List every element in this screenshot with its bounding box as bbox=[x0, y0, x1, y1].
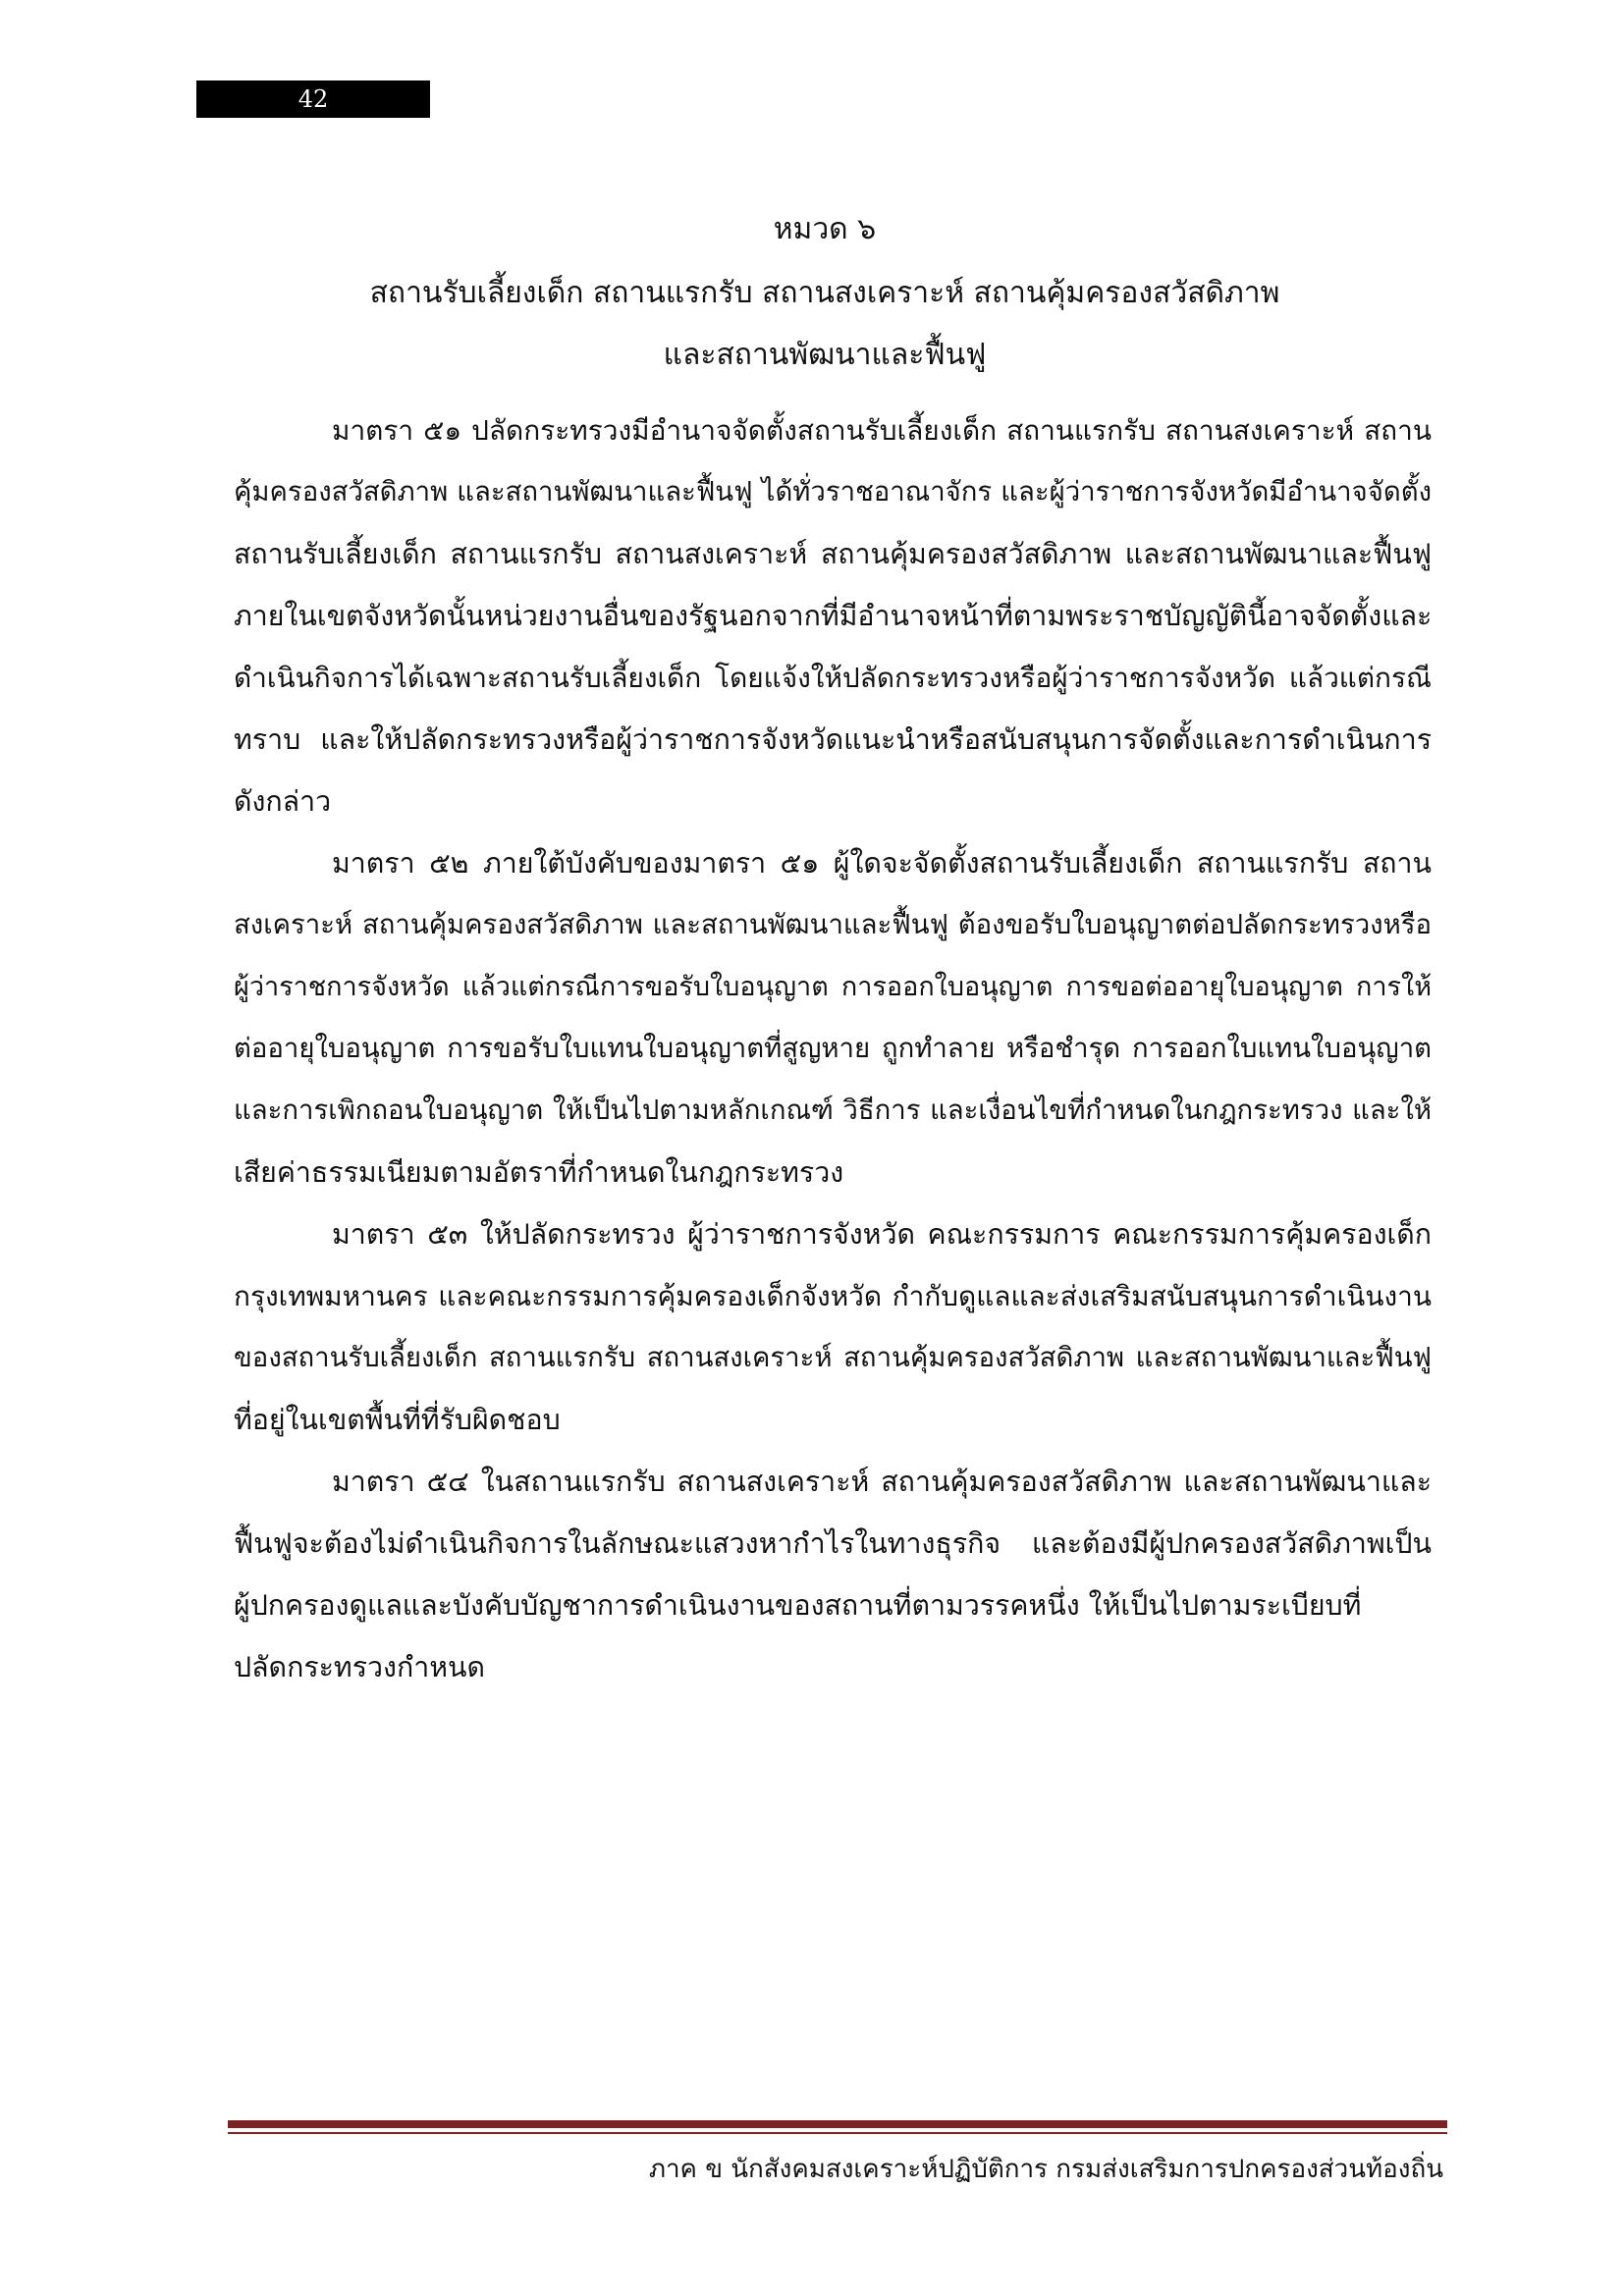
section-line: ผู้ปกครองดูแลและบังคับบัญชาการดำเนินงานของสถานที่ตามวรรคหนึ่ง ให้เป็นไปตามระเบียบที่ bbox=[234, 1589, 1362, 1622]
section-line: ต่ออายุใบอนุญาต การขอรับใบแทนใบอนุญาตที่สูญหาย ถูกทำลาย หรือชำรุด การออกใบแทนใบอนุญาต bbox=[234, 1033, 1432, 1064]
document-body bbox=[234, 400, 1432, 1698]
section-line: สถานรับเลี้ยงเด็ก สถานแรกรับ สถานสงเคราะห์ สถานคุ้มครองสวัสดิภาพ และสถานพัฒนาและฟื้นฟู bbox=[234, 538, 1432, 570]
section-line: มาตรา ๕๓ ให้ปลัดกระทรวง ผู้ว่าราชการจังหวัด คณะกรรมการ คณะกรรมการคุ้มครองเด็ก bbox=[332, 1218, 1432, 1251]
footer-text: ภาค ข นักสังคมสงเคราะห์ปฏิบัติการ กรมส่งเสริมการปกครองส่วนท้องถิ่น bbox=[648, 2155, 1443, 2184]
section-line: กรุงเทพมหานคร และคณะกรรมการคุ้มครองเด็กจังหวัด กำกับดูแลและส่งเสริมสนับสนุนการดำเนินงาน bbox=[234, 1280, 1432, 1312]
section-line: ทราบ และให้ปลัดกระทรวงหรือผู้ว่าราชการจังหวัดแนะนำหรือสนับสนุนการจัดตั้งและการดำเนินการ bbox=[234, 723, 1432, 756]
footer-rule-thin bbox=[228, 2132, 1447, 2134]
section-line: ดังกล่าว bbox=[234, 785, 332, 818]
chapter-title-line-1: สถานรับเลี้ยงเด็ก สถานแรกรับ สถานสงเคราะห์ สถานคุ้มครองสวัสดิภาพ bbox=[369, 276, 1280, 310]
chapter-heading: หมวด ๖ bbox=[773, 212, 877, 246]
section-line: คุ้มครองสวัสดิภาพ และสถานพัฒนาและฟื้นฟู ได้ทั่วราชอาณาจักร และผู้ว่าราชการจังหวัดมีอำนาจจัดตั้ง bbox=[234, 476, 1432, 507]
section-51 bbox=[234, 400, 1432, 832]
page-number: 42 bbox=[196, 80, 430, 118]
chapter-title-line-2: และสถานพัฒนาและฟื้นฟู bbox=[663, 338, 987, 372]
section-line: มาตรา ๕๑ ปลัดกระทรวงมีอำนาจจัดตั้งสถานรับเลี้ยงเด็ก สถานแรกรับ สถานสงเคราะห์ สถาน bbox=[332, 414, 1432, 447]
section-line: และการเพิกถอนใบอนุญาต ให้เป็นไปตามหลักเกณฑ์ วิธีการ และเงื่อนไขที่กำหนดในกฎกระทรวง และให้ bbox=[234, 1095, 1432, 1126]
section-line: ภายในเขตจังหวัดนั้นหน่วยงานอื่นของรัฐนอกจากที่มีอำนาจหน้าที่ตามพระราชบัญญัตินี้อาจจัดตั้งและ bbox=[234, 600, 1432, 632]
section-line: สงเคราะห์ สถานคุ้มครองสวัสดิภาพ และสถานพัฒนาและฟื้นฟู ต้องขอรับใบอนุญาตต่อปลัดกระทรวงหรือ bbox=[234, 909, 1432, 940]
section-line: ฟื้นฟูจะต้องไม่ดำเนินกิจการในลักษณะแสวงหากำไรในทางธุรกิจ และต้องมีผู้ปกครองสวัสดิภาพเป็น bbox=[234, 1527, 1432, 1560]
section-52 bbox=[234, 832, 1432, 1203]
section-53 bbox=[234, 1203, 1432, 1451]
section-line: เสียค่าธรรมเนียมตามอัตราที่กำหนดในกฎกระทรวง bbox=[234, 1156, 844, 1189]
section-line: ผู้ว่าราชการจังหวัด แล้วแต่กรณีการขอรับใบอนุญาต การออกใบอนุญาต การขอต่ออายุใบอนุญาต การให้ bbox=[234, 972, 1432, 1002]
footer-rule bbox=[228, 2120, 1447, 2128]
section-line: ปลัดกระทรวงกำหนด bbox=[234, 1651, 485, 1683]
section-line: มาตรา ๕๔ ในสถานแรกรับ สถานสงเคราะห์ สถานคุ้มครองสวัสดิภาพ และสถานพัฒนาและ bbox=[332, 1466, 1432, 1498]
section-54 bbox=[234, 1451, 1432, 1698]
section-line: ที่อยู่ในเขตพื้นที่ที่รับผิดชอบ bbox=[234, 1404, 561, 1436]
section-line: ดำเนินกิจการได้เฉพาะสถานรับเลี้ยงเด็ก โดยแจ้งให้ปลัดกระทรวงหรือผู้ว่าราชการจังหวัด แล้วแต่กรณี bbox=[234, 662, 1432, 694]
section-line: มาตรา ๕๒ ภายใต้บังคับของมาตรา ๕๑ ผู้ใดจะจัดตั้งสถานรับเลี้ยงเด็ก สถานแรกรับ สถาน bbox=[332, 847, 1432, 880]
section-line: ของสถานรับเลี้ยงเด็ก สถานแรกรับ สถานสงเคราะห์ สถานคุ้มครองสวัสดิภาพ และสถานพัฒนาและฟื้นฟู bbox=[234, 1342, 1432, 1373]
